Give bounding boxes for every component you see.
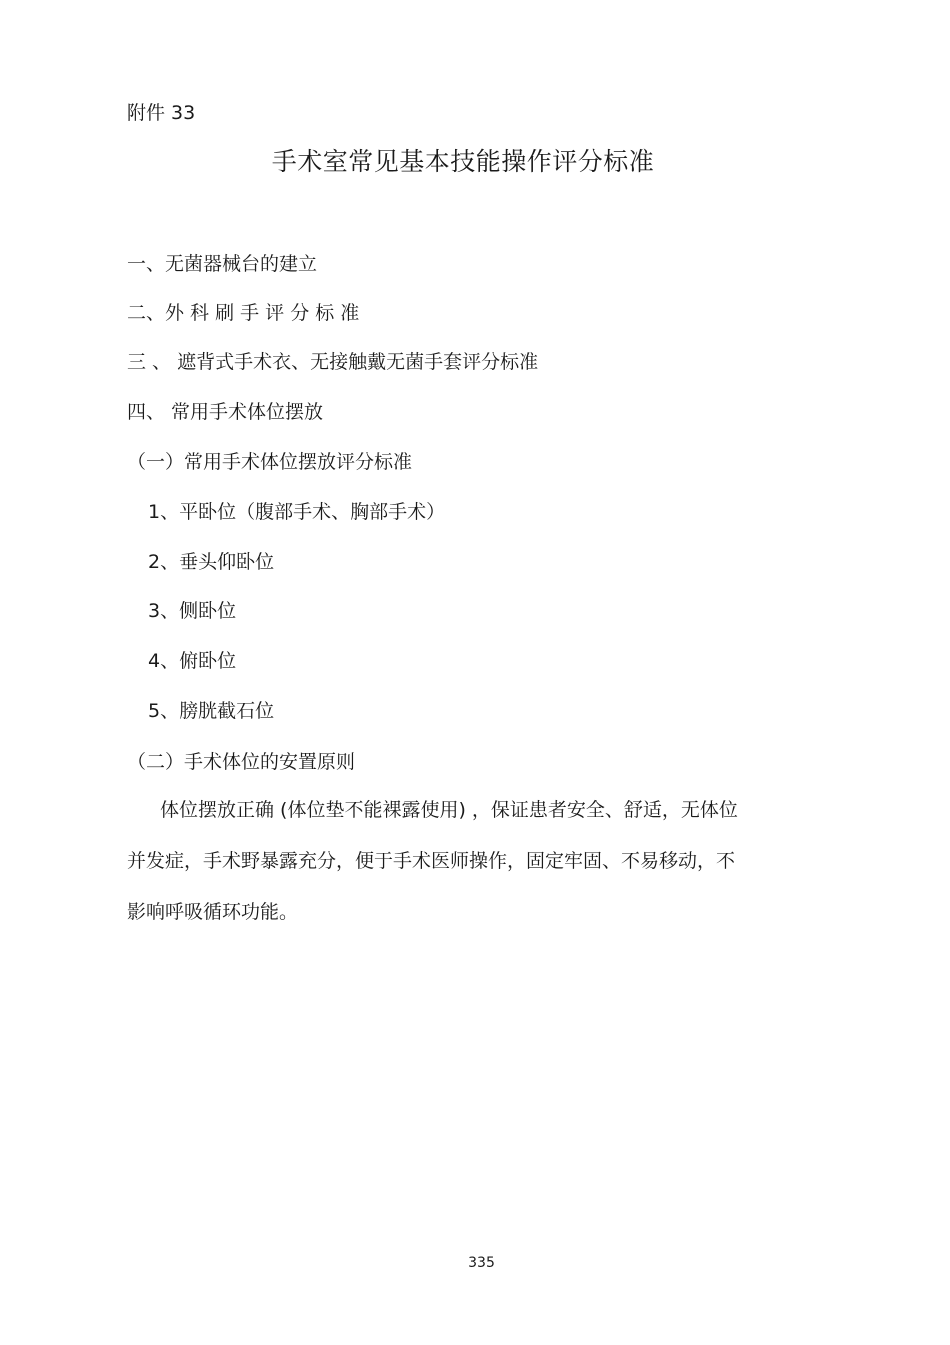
attachment-label: 附件 33 (127, 102, 196, 124)
page-number: 335 (468, 1255, 495, 1271)
section-heading-3: 三 、 遮背式手术衣、无接触戴无菌手套评分标准 (127, 351, 539, 373)
principle-line-1: 体位摆放正确 (体位垫不能裸露使用) ，保证患者安全、舒适，无体位 (160, 799, 738, 821)
subsection-heading-2: （二）手术体位的安置原则 (127, 751, 356, 773)
subsection-heading-1: （一）常用手术体位摆放评分标准 (127, 451, 413, 473)
section-heading-4: 四、 常用手术体位摆放 (127, 401, 324, 423)
section-heading-1: 一、无菌器械台的建立 (127, 253, 318, 275)
section-heading-2: 二、外 科 刷 手 评 分 标 准 (127, 302, 360, 324)
position-item: 5、膀胱截石位 (148, 700, 275, 722)
position-item: 4、俯卧位 (148, 650, 237, 672)
principle-line-3: 影响呼吸循环功能。 (127, 901, 299, 923)
position-item: 3、侧卧位 (148, 600, 237, 622)
page-title: 手术室常见基本技能操作评分标准 (271, 147, 655, 176)
position-item: 2、垂头仰卧位 (148, 551, 275, 573)
position-item: 1、平卧位（腹部手术、胸部手术） (148, 501, 446, 523)
principle-line-2: 并发症，手术野暴露充分，便于手术医师操作，固定牢固、不易移动，不 (127, 850, 736, 872)
